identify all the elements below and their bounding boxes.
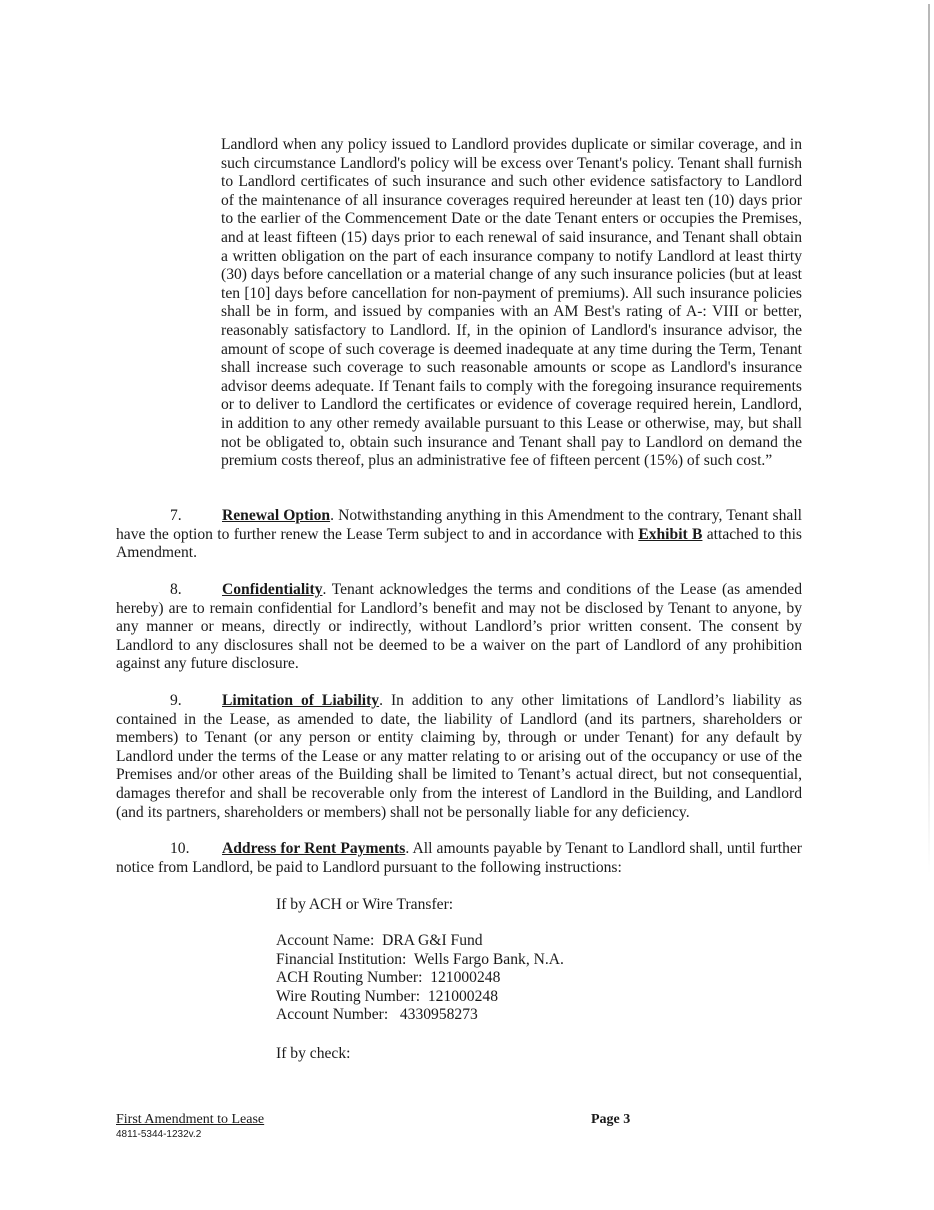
check-title: If by check: (276, 1045, 351, 1062)
section-text: . All amounts payable by Tenant to Landlord shall, until further notice from Landlord, be paid to Landlord pursuant to the following instructions: (116, 840, 802, 876)
section-heading: Renewal Option (222, 507, 331, 524)
account-name: Account Name: DRA G&I Fund (276, 932, 483, 949)
footer-document-id: 4811-5344-1232v.2 (116, 1129, 202, 1140)
account-number: Account Number: 4330958273 (276, 1006, 478, 1024)
section-heading: Address for Rent Payments (222, 840, 406, 857)
section-text: . Notwithstanding anything in this Amendment to the contrary, Tenant shall have the option to further renew the Lease Term subject to and in accordance with (116, 507, 802, 543)
section-number: 10. (170, 840, 190, 857)
insurance-quote-block: Landlord when any policy issued to Landlord provides duplicate or similar coverage, and in such circumstance Landlord's policy will be excess over Tenant's policy. Tenant shall furnish to Landlord certificates of such insurance and such other evidence satisfactory to Landlord of the maintenance of all insurance coverages required hereunder at least ten (10) days prior to the earlier of the Commencement Date or the date Tenant enters or occupies the Premises, and at least fifteen (15) days prior to each renewal of said insurance, and Tenant shall obtain a written obligation on the part of each insurance company to notify Landlord at least thirty (30) days before cancellation or a material change of any such insurance policies (but at least ten [10] days before cancellation for non-payment of premiums). All such insurance policies shall be in form, and issued by companies with an AM Best's rating of A-: VIII or better, reasonably satisfactory to Landlord. If, in the opinion of Landlord's insurance advisor, the amount of scope of such coverage is deemed inadequate at any time during the Term, Tenant shall increase such coverage to such reasonable amounts or scope as Landlord's insurance advisor deems adequate. If Tenant fails to comply with the foregoing insurance requirements or to deliver to Landlord the certificates or evidence of coverage required herein, Landlord, in addition to any other remedy available pursuant to this Lease or otherwise, may, but shall not be obligated to, obtain such insurance and Tenant shall pay to Landlord on demand the premium costs thereof, plus an administrative fee of fifteen percent (15%) of such cost.” (221, 136, 802, 470)
section-heading: Confidentiality (222, 581, 323, 598)
section-7-renewal-option (116, 507, 802, 563)
page-number: Page 3 (591, 1112, 631, 1127)
section-heading: Limitation of Liability (222, 692, 380, 709)
account-details (276, 932, 564, 1025)
section-text: . In addition to any other limitations of Landlord’s liability as contained in the Lease, as amended to date, the liability of Landlord (and its partners, shareholders or members) to Tenant (or any person or entity claiming by, through or under Tenant) for any default by Landlord under the terms of the Lease or any matter relating to or arising out of the occupancy or use of the Premises and/or other areas of the Building shall be limited to Tenant’s actual direct, but not consequential, damages therefor and shall be recoverable only from the interest of Landlord in the Building, and Landlord (and its partners, shareholders or members) shall not be personally liable for any deficiency. (116, 692, 802, 821)
section-number: 9. (170, 692, 182, 709)
section-number: 8. (170, 581, 182, 598)
footer-left (116, 1112, 264, 1141)
exhibit-b-reference: Exhibit B (638, 525, 703, 543)
section-8-confidentiality (116, 581, 802, 674)
section-10-address-for-rent-payments (116, 840, 802, 877)
ach-wire-title: If by ACH or Wire Transfer: (276, 896, 454, 913)
section-number: 7. (170, 507, 182, 524)
section-text: . Tenant acknowledges the terms and conditions of the Lease (as amended hereby) are to remain confidential for Landlord’s benefit and may not be disclosed by Tenant to anyone, by any manner or means, directly or indirectly, without Landlord’s prior written consent. The consent by Landlord to any disclosures shall not be deemed to be a waiver on the part of Landlord of any prohibition against any future disclosure. (116, 581, 802, 673)
footer-document-title: First Amendment to Lease (116, 1112, 265, 1127)
financial-institution: Financial Institution: Wells Fargo Bank, N.A. (276, 950, 564, 968)
page-edge-line (928, 4, 930, 874)
ach-routing-number: ACH Routing Number: 121000248 (276, 969, 501, 987)
section-9-limitation-of-liability (116, 692, 802, 822)
wire-routing-number: Wire Routing Number: 121000248 (276, 987, 498, 1005)
section-text-after: attached to this Amendment. (116, 525, 802, 562)
